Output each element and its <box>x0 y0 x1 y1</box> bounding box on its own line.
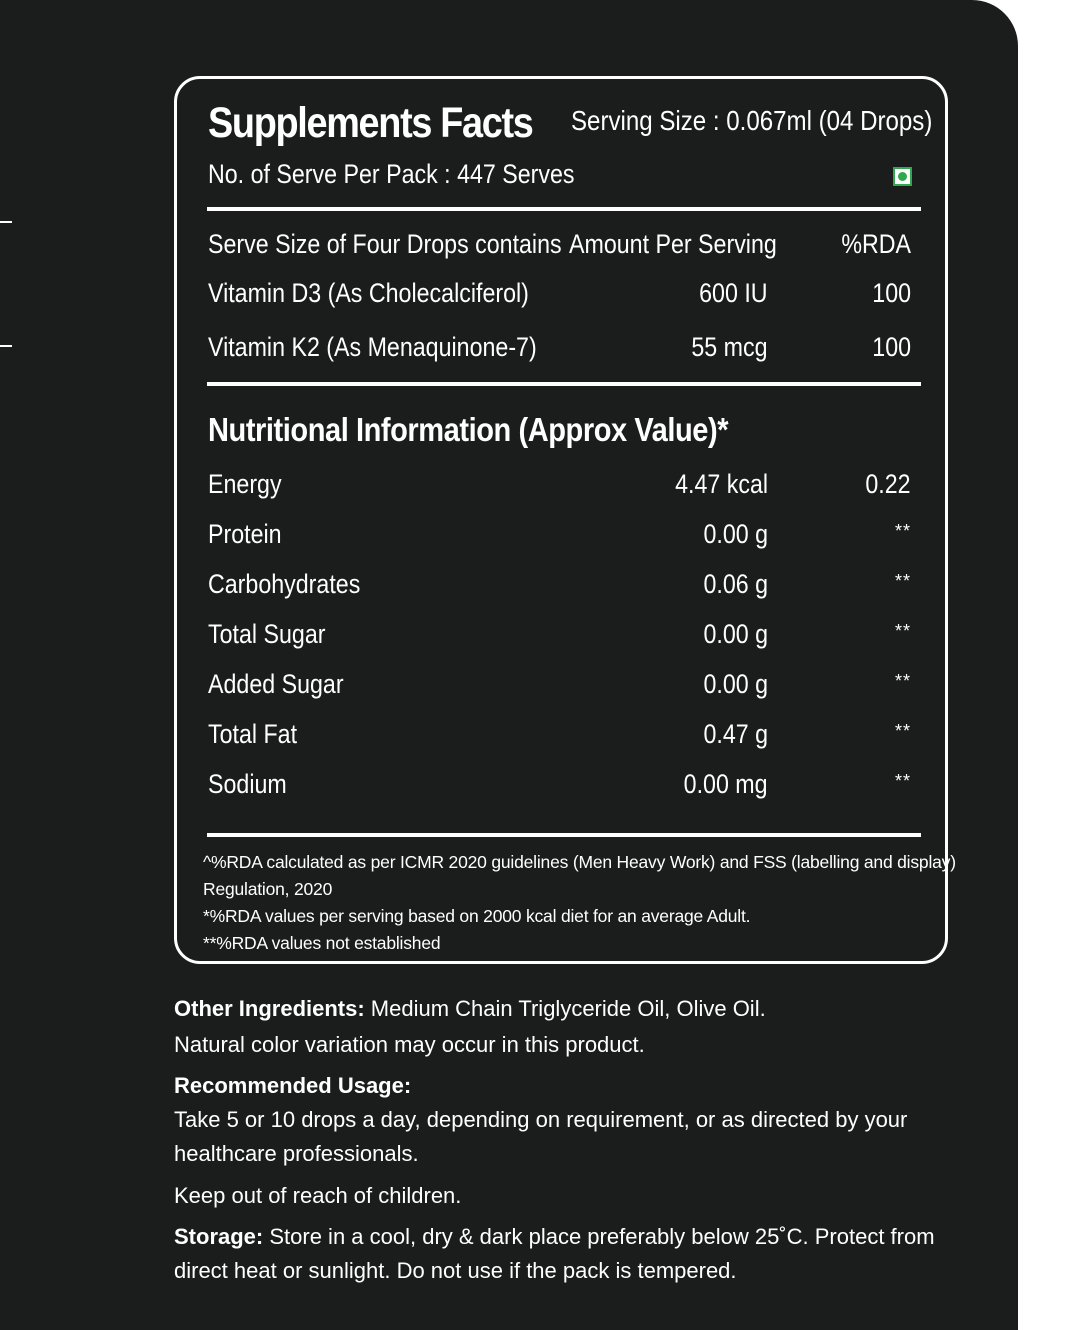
storage-text: Store in a cool, dry & dark place preferably below 25˚C. Protect from <box>263 1224 935 1249</box>
column-header-amount: Amount Per Serving <box>569 229 777 259</box>
nutrient-rda: 0.22 <box>865 469 911 499</box>
nutrient-amount: 4.47 kcal <box>675 469 768 499</box>
vitamin-amount: 600 IU <box>699 278 768 308</box>
nutrient-amount: 0.00 mg <box>684 769 768 799</box>
column-header-serve-size: Serve Size of Four Drops contains <box>208 229 562 259</box>
edge-tick <box>0 221 12 223</box>
ingredients-label: Other Ingredients: <box>174 996 365 1021</box>
nutrient-name: Protein <box>208 519 282 549</box>
nutrient-amount: 0.00 g <box>703 619 768 649</box>
edge-tick <box>0 345 12 347</box>
vitamin-rda: 100 <box>872 332 911 362</box>
storage-text: direct heat or sunlight. Do not use if the pack is tempered. <box>174 1258 737 1283</box>
usage-text: healthcare professionals. <box>174 1141 419 1166</box>
divider <box>207 382 921 386</box>
nutrient-rda: ** <box>894 521 911 541</box>
vitamin-rda: 100 <box>872 278 911 308</box>
footnote: Regulation, 2020 <box>203 879 333 899</box>
footnote: **%RDA values not established <box>203 933 441 953</box>
nutrient-amount: 0.47 g <box>703 719 768 749</box>
children-note: Keep out of reach of children. <box>174 1183 462 1208</box>
usage-text: Take 5 or 10 drops a day, depending on requirement, or as directed by your <box>174 1107 908 1132</box>
footnote: *%RDA values per serving based on 2000 kcal diet for an average Adult. <box>203 906 751 926</box>
storage-info <box>174 1224 935 1250</box>
nutrient-name: Energy <box>208 469 282 499</box>
vitamin-name: Vitamin K2 (As Menaquinone-7) <box>208 332 537 362</box>
serving-size: Serving Size : 0.067ml (04 Drops) <box>571 105 933 136</box>
vitamin-name: Vitamin D3 (As Cholecalciferol) <box>208 278 529 308</box>
divider <box>207 207 921 211</box>
facts-title: Supplements Facts <box>208 99 533 147</box>
nutrient-name: Added Sugar <box>208 669 344 699</box>
storage-label: Storage: <box>174 1224 264 1249</box>
nutrient-rda: ** <box>894 721 911 741</box>
nutrient-name: Total Sugar <box>208 619 326 649</box>
nutrient-rda: ** <box>894 621 911 641</box>
usage-label-text: Recommended Usage: <box>174 1073 412 1098</box>
other-ingredients <box>174 996 766 1022</box>
nutrient-amount: 0.00 g <box>703 669 768 699</box>
supplement-facts-box <box>174 76 956 964</box>
ingredients-text: Medium Chain Triglyceride Oil, Olive Oil. <box>364 996 766 1021</box>
nutrition-heading: Nutritional Information (Approx Value)* <box>208 411 729 448</box>
footnote: ^%RDA calculated as per ICMR 2020 guidelines (Men Heavy Work) and FSS (labelling and display) <box>203 852 956 872</box>
nutrient-name: Carbohydrates <box>208 569 361 599</box>
nutrient-amount: 0.06 g <box>703 569 768 599</box>
serves-per-pack: No. of Serve Per Pack : 447 Serves <box>208 159 575 189</box>
column-header-rda: %RDA <box>841 229 911 259</box>
usage-label <box>174 1073 411 1099</box>
nutrient-name: Sodium <box>208 769 287 799</box>
nutrient-amount: 0.00 g <box>703 519 768 549</box>
vegetarian-icon <box>893 167 912 186</box>
divider <box>207 833 921 837</box>
nutrient-rda: ** <box>894 771 911 791</box>
nutrient-rda: ** <box>894 571 911 591</box>
nutrient-rda: ** <box>894 671 911 691</box>
color-note: Natural color variation may occur in this product. <box>174 1032 645 1057</box>
nutrient-name: Total Fat <box>208 719 298 749</box>
vitamin-amount: 55 mcg <box>691 332 768 362</box>
